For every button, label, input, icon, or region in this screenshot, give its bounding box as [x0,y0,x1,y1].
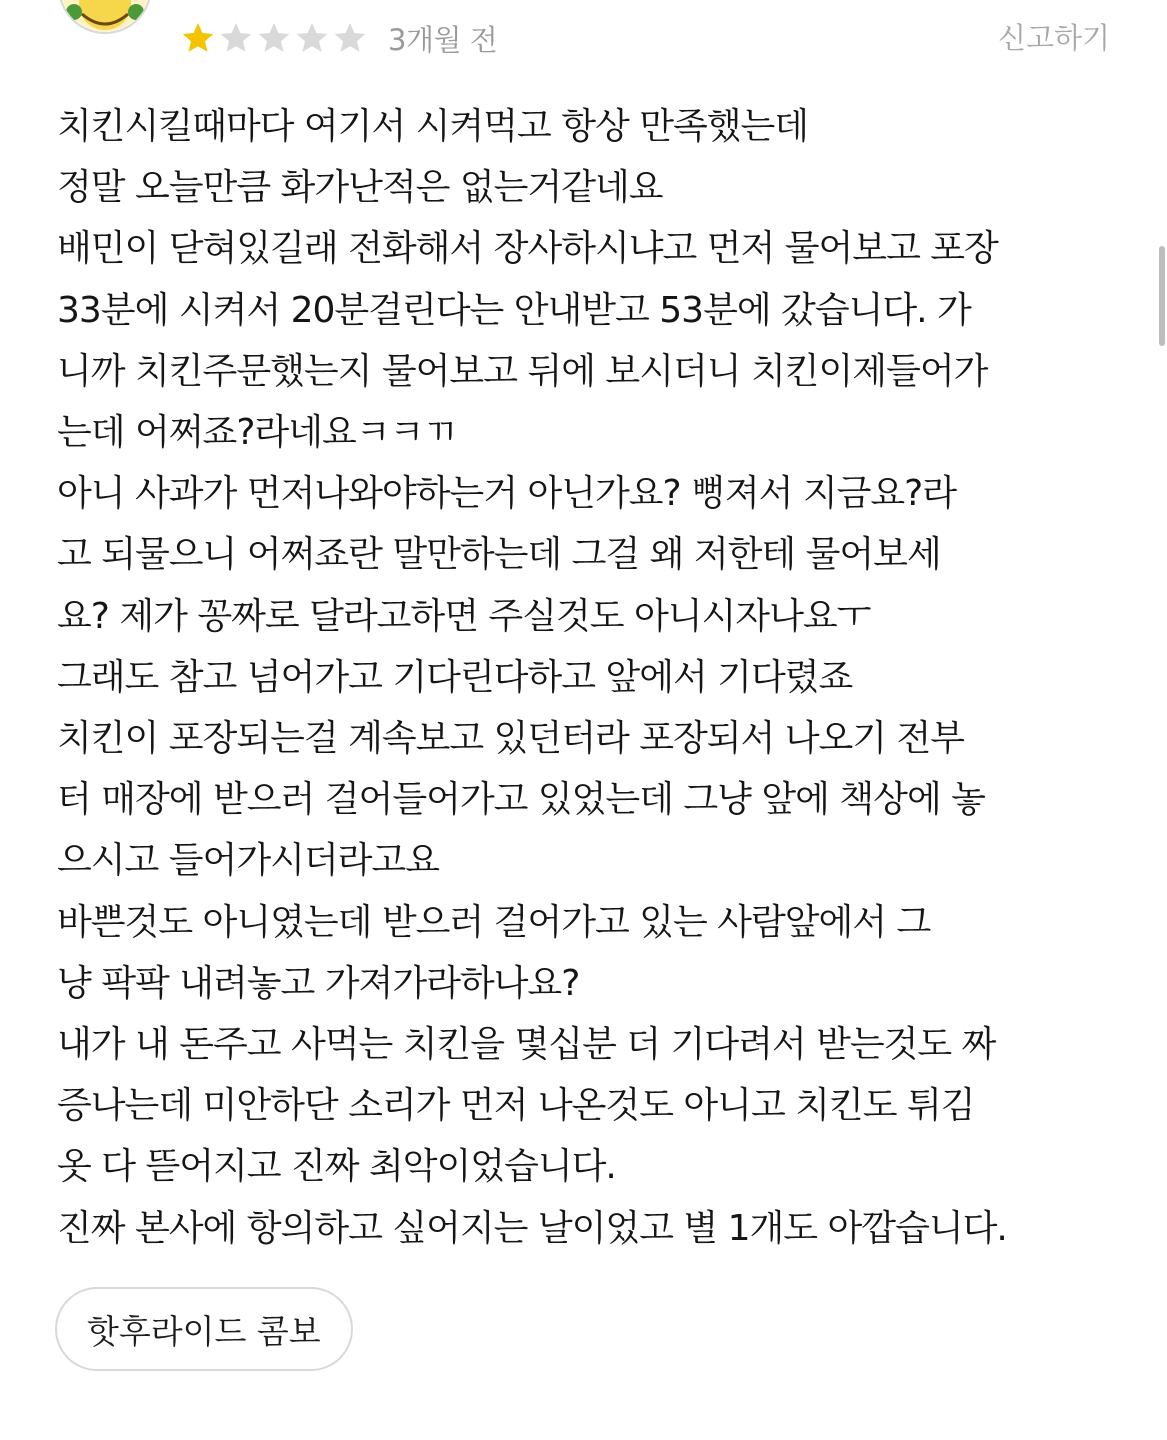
avatar-character-icon [60,0,150,32]
review-text-line: 아니 사과가 먼저나와야하는거 아닌가요? 뻥져서 지금요?라 [57,473,957,515]
review-text-line: 는데 어쩌죠?라네요ㅋㅋㄲ [57,412,458,454]
star-empty-icon [294,20,330,56]
star-filled-icon [180,20,216,56]
reviewer-avatar[interactable] [58,0,152,34]
review-text-line: 바쁜것도 아니였는데 받으러 걸어가고 있는 사람앞에서 그 [57,901,931,943]
review-text-line: 33분에 시켜서 20분걸린다는 안내받고 53분에 갔습니다. 가 [57,289,971,331]
review-text-line: 요? 제가 꽁짜로 달라고하면 주실것도 아니시자나요ㅜ [57,595,871,637]
review-text-line: 치킨시킬때마다 여기서 시켜먹고 항상 만족했는데 [57,106,809,147]
report-button[interactable]: 신고하기 [997,21,1110,55]
review-text-line: 터 매장에 받으러 걸어들어가고 있었는데 그냥 앞에 책상에 놓 [57,779,985,821]
menu-tag-chip[interactable]: 핫후라이드 콤보 [55,1287,353,1371]
review-text-line: 그래도 참고 넘어가고 기다린다하고 앞에서 기다렸죠 [57,656,853,698]
star-empty-icon [332,20,368,56]
review-text-line: 내가 내 돈주고 사먹는 치킨을 몇십분 더 기다려서 받는것도 짜 [57,1024,996,1066]
review-text-line: 진짜 본사에 항의하고 싶어지는 날이었고 별 1개도 아깝습니다. [57,1207,1007,1249]
review-text-line: 니까 치킨주문했는지 물어보고 뒤에 보시더니 치킨이제들어가 [57,350,988,392]
star-rating [180,20,368,56]
review-text-line: 배민이 닫혀있길래 전화해서 장사하시냐고 먼저 물어보고 포장 [57,228,998,270]
review-text [57,96,1137,1259]
scrollbar-thumb[interactable] [1159,246,1165,346]
review-text-line: 증나는데 미안하단 소리가 먼저 나온것도 아니고 치킨도 튀김 [57,1085,975,1127]
review-text-line: 냥 팍팍 내려놓고 가져가라하나요? [57,962,580,1004]
review-meta-row [180,14,497,62]
review-date: 3개월 전 [388,22,498,57]
star-empty-icon [218,20,254,56]
review-text-line: 치킨이 포장되는걸 계속보고 있던터라 포장되서 나오기 전부 [57,718,965,760]
review-text-line: 으시고 들어가시더라고요 [57,840,439,882]
review-text-line: 정말 오늘만큼 화가난적은 없는거같네요 [57,167,663,209]
star-empty-icon [256,20,292,56]
review-text-line: 고 되물으니 어쩌죠란 말만하는데 그걸 왜 저한테 물어보세 [57,534,941,576]
review-text-line: 옷 다 뜯어지고 진짜 최악이었습니다. [57,1146,616,1188]
